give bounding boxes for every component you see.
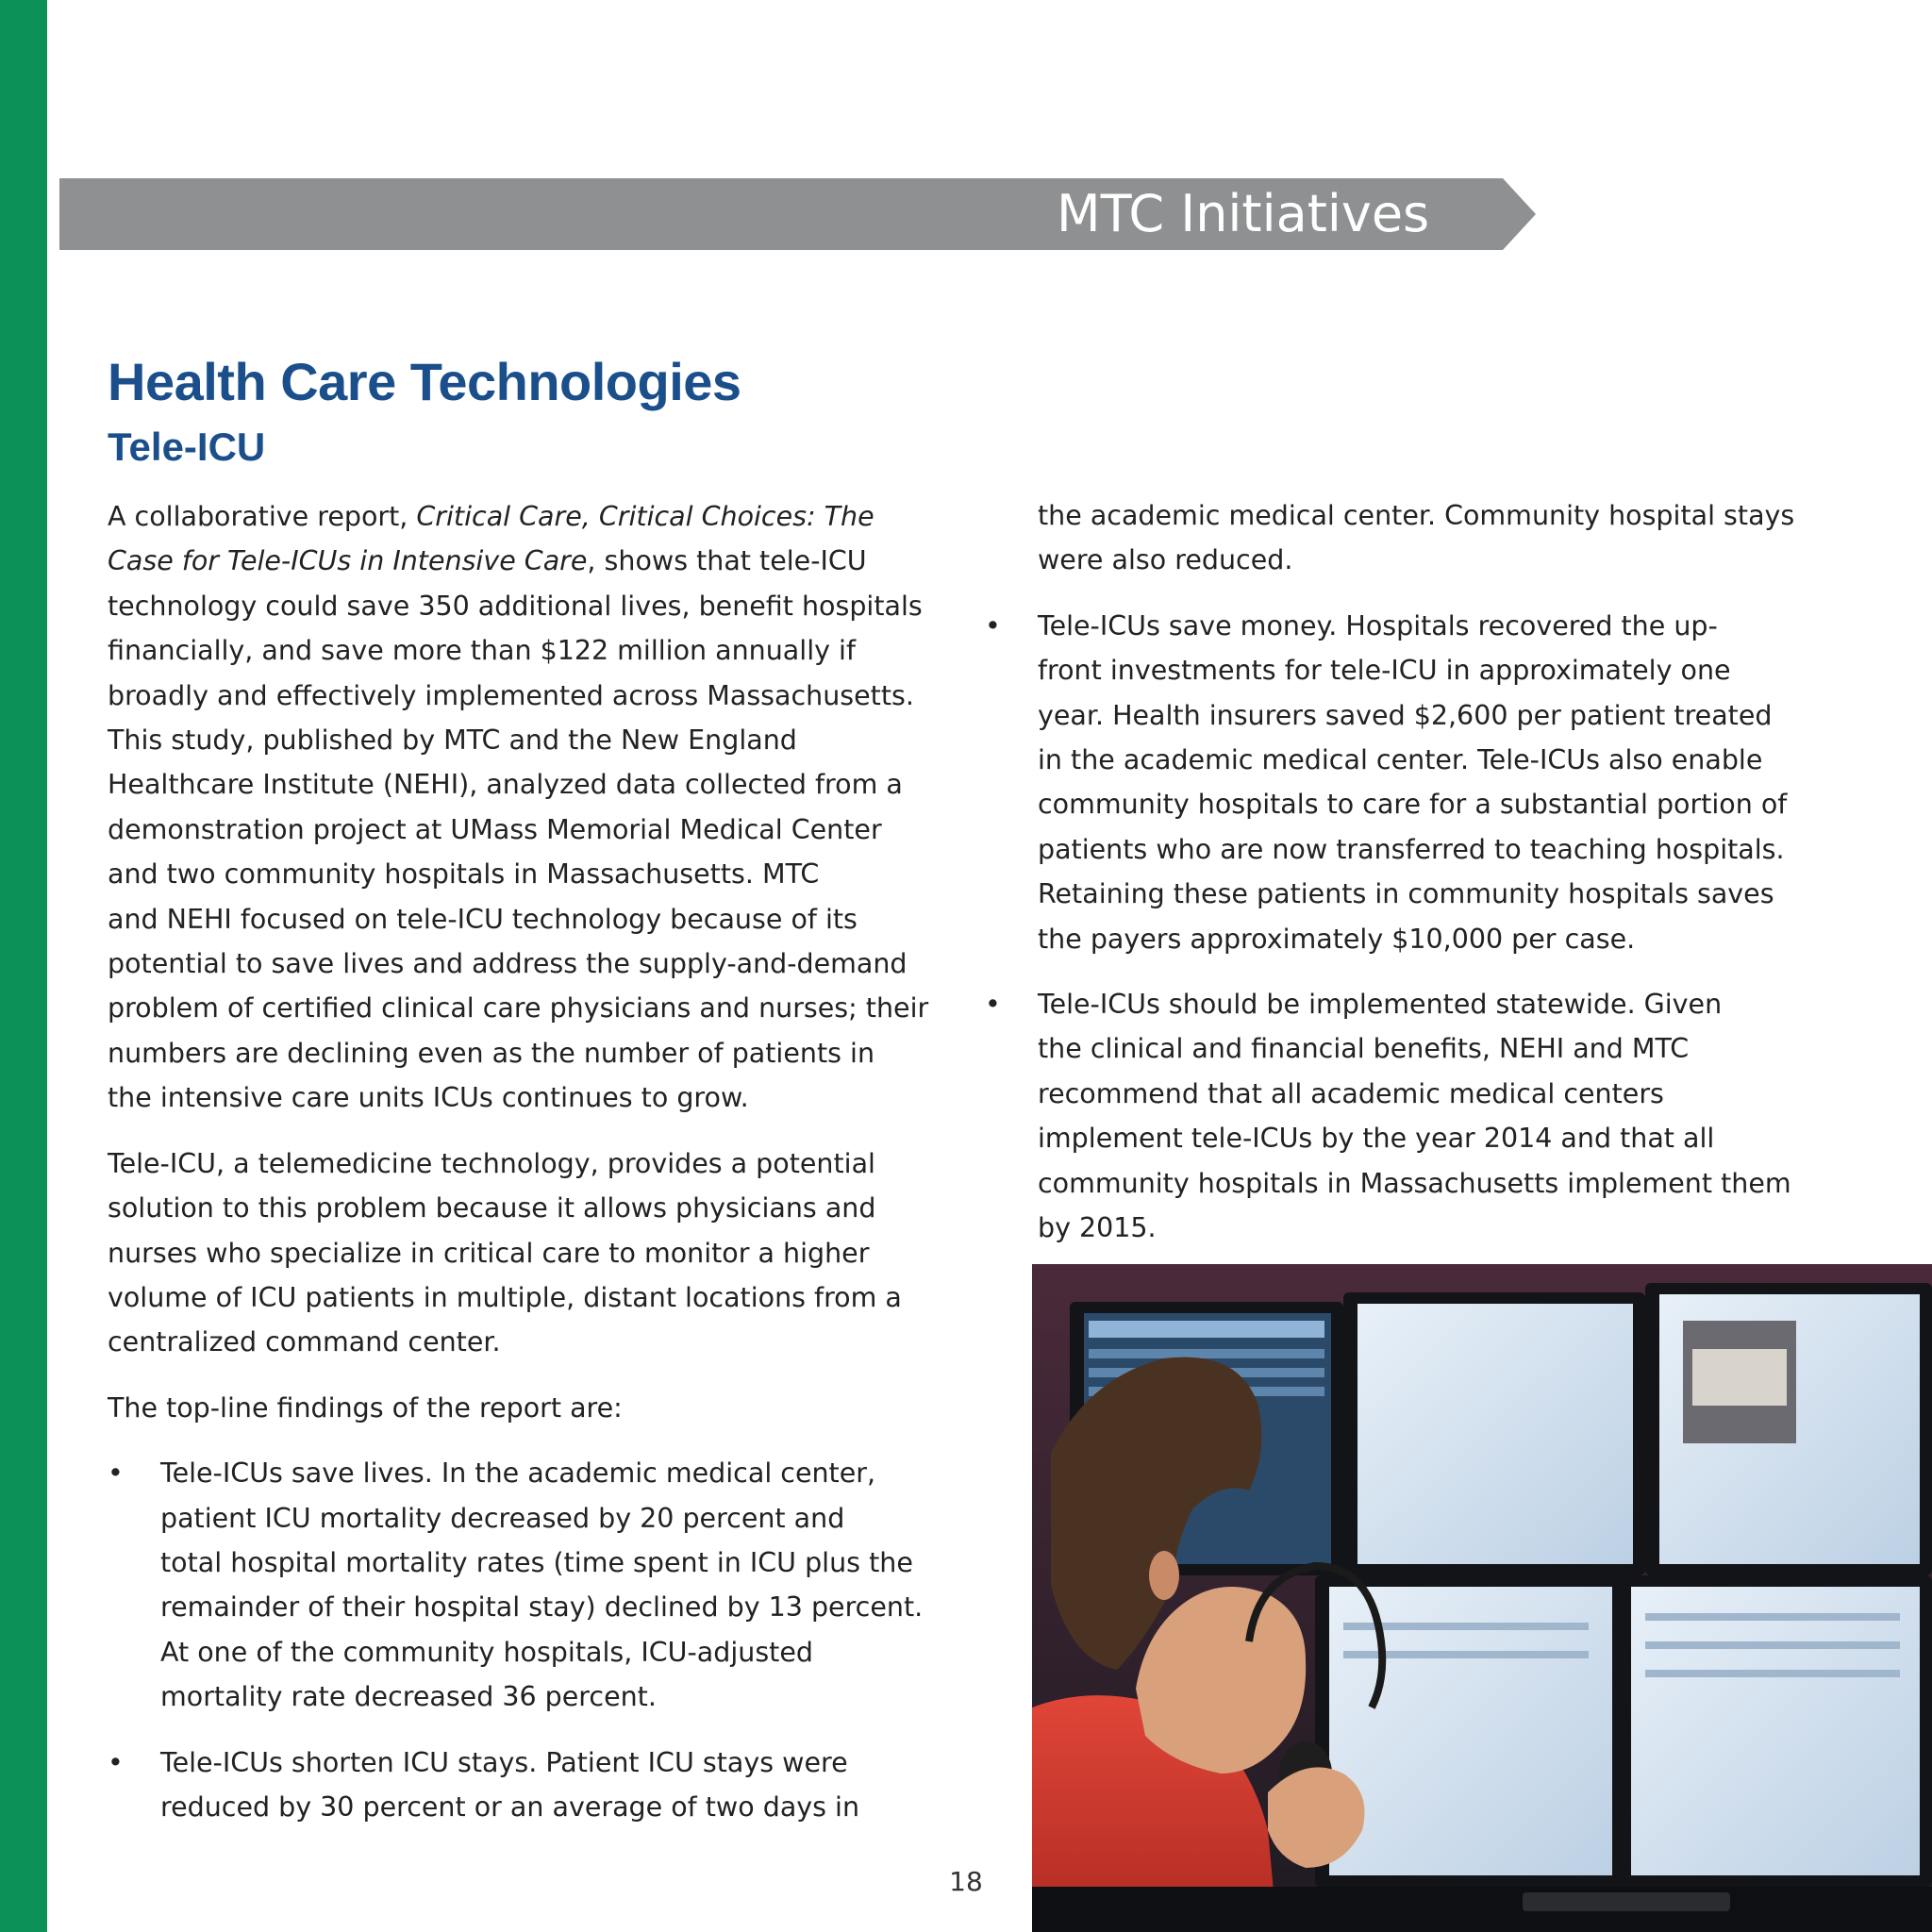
text-line: technology could save 350 additional lives, benefit hospitals xyxy=(108,590,923,622)
intro-paragraph xyxy=(108,494,957,1121)
right-column xyxy=(985,493,1868,1272)
text-line: demonstration project at UMass Memorial Medical Center xyxy=(108,813,882,845)
report-title-italic: Critical Care, Critical Choices: The xyxy=(416,501,874,532)
text-line: solution to this problem because it allows physicians and xyxy=(108,1192,876,1224)
telemedicine-paragraph xyxy=(108,1141,957,1365)
text-line: Healthcare Institute (NEHI), analyzed data collected from a xyxy=(108,769,903,801)
text-line: Tele-ICUs shorten ICU stays. Patient ICU stays were xyxy=(160,1746,848,1778)
text-line: Tele-ICUs save money. Hospitals recovered the up- xyxy=(1038,609,1718,641)
left-accent-bar xyxy=(0,0,47,1932)
text-line: numbers are declining even as the number of patients in xyxy=(108,1037,875,1069)
text-run: A collaborative report, xyxy=(108,501,417,532)
photo-illustration xyxy=(1032,1264,1932,1932)
text-line: in the academic medical center. Tele-ICUs also enable xyxy=(1038,744,1763,776)
text-line: patient ICU mortality decreased by 20 percent and xyxy=(160,1502,845,1534)
list-item xyxy=(985,604,1868,961)
text-line: implement tele-ICUs by the year 2014 and that all xyxy=(1038,1123,1715,1155)
text-line: community hospitals in Massachusetts implement them xyxy=(1038,1167,1791,1199)
bullet-dot-icon: • xyxy=(985,609,1001,641)
text-line: patients who are now transferred to teaching hospitals. xyxy=(1038,833,1785,865)
findings-list xyxy=(108,1451,957,1829)
list-item xyxy=(108,1740,957,1830)
section-banner xyxy=(59,178,1536,250)
text-line: nurses who specialize in critical care to monitor a higher xyxy=(108,1237,870,1269)
list-item xyxy=(985,982,1868,1250)
text-line: financially, and save more than $122 million annually if xyxy=(108,635,856,667)
text-line: problem of certified clinical care physicians and nurses; their xyxy=(108,992,929,1024)
text-line: recommend that all academic medical centers xyxy=(1038,1077,1664,1109)
findings-list-continued xyxy=(985,604,1868,1251)
text-line: broadly and effectively implemented across Massachusetts. xyxy=(108,679,914,711)
report-title-italic: Case for Tele-ICUs in Intensive Care xyxy=(108,545,588,577)
bullet-dot-icon: • xyxy=(108,1746,124,1778)
text-line: reduced by 30 percent or an average of two days in xyxy=(160,1790,860,1823)
continuation-paragraph xyxy=(1038,493,1868,583)
text-line: front investments for tele-ICU in approximately one xyxy=(1038,655,1731,687)
page-heading: Health Care Technologies xyxy=(108,352,741,411)
text-line: volume of ICU patients in multiple, distant locations from a xyxy=(108,1281,902,1313)
text-line: Tele-ICU, a telemedicine technology, provides a potential xyxy=(108,1147,875,1179)
text-line: and two community hospitals in Massachusetts. MTC xyxy=(108,858,820,891)
text-line: total hospital mortality rates (time spent in ICU plus the xyxy=(160,1546,913,1578)
text-line: The top-line findings of the report are: xyxy=(108,1391,623,1424)
list-item xyxy=(108,1451,957,1719)
text-line: community hospitals to care for a substantial portion of xyxy=(1038,789,1788,821)
text-line: by 2015. xyxy=(1038,1212,1157,1244)
text-line: This study, published by MTC and the New England xyxy=(108,724,797,757)
text-line: Tele-ICUs should be implemented statewide. Given xyxy=(1038,989,1723,1021)
text-line: year. Health insurers saved $2,600 per patient treated xyxy=(1038,699,1773,731)
text-line: the intensive care units ICUs continues to grow. xyxy=(108,1082,749,1114)
text-line: potential to save lives and address the supply-and-demand xyxy=(108,948,908,980)
page-number: 18 xyxy=(949,1866,983,1897)
banner-title: MTC Initiatives xyxy=(1057,184,1430,243)
bullet-dot-icon: • xyxy=(985,989,1001,1021)
text-line: the payers approximately $10,000 per case. xyxy=(1038,923,1636,955)
text-line: were also reduced. xyxy=(1038,544,1293,576)
left-column xyxy=(108,494,957,1850)
findings-intro xyxy=(108,1386,957,1430)
text-line: remainder of their hospital stay) declined by 13 percent. xyxy=(160,1591,924,1624)
text-line: centralized command center. xyxy=(108,1326,501,1358)
text-line: the clinical and financial benefits, NEHI and MTC xyxy=(1038,1033,1690,1065)
text-line xyxy=(108,539,957,583)
command-center-photo xyxy=(1032,1264,1932,1932)
text-run: , shows that tele-ICU xyxy=(587,545,867,577)
text-line: and NEHI focused on tele-ICU technology because of its xyxy=(108,903,858,935)
text-line xyxy=(108,494,957,539)
text-line: At one of the community hospitals, ICU-adjusted xyxy=(160,1636,813,1668)
text-line: the academic medical center. Community hospital stays xyxy=(1038,500,1795,531)
bullet-dot-icon: • xyxy=(108,1457,124,1490)
text-line: Tele-ICUs save lives. In the academic medical center, xyxy=(160,1457,876,1490)
text-line: Retaining these patients in community hospitals saves xyxy=(1038,878,1774,910)
section-subheading: Tele-ICU xyxy=(108,425,266,469)
text-line: mortality rate decreased 36 percent. xyxy=(160,1681,657,1713)
